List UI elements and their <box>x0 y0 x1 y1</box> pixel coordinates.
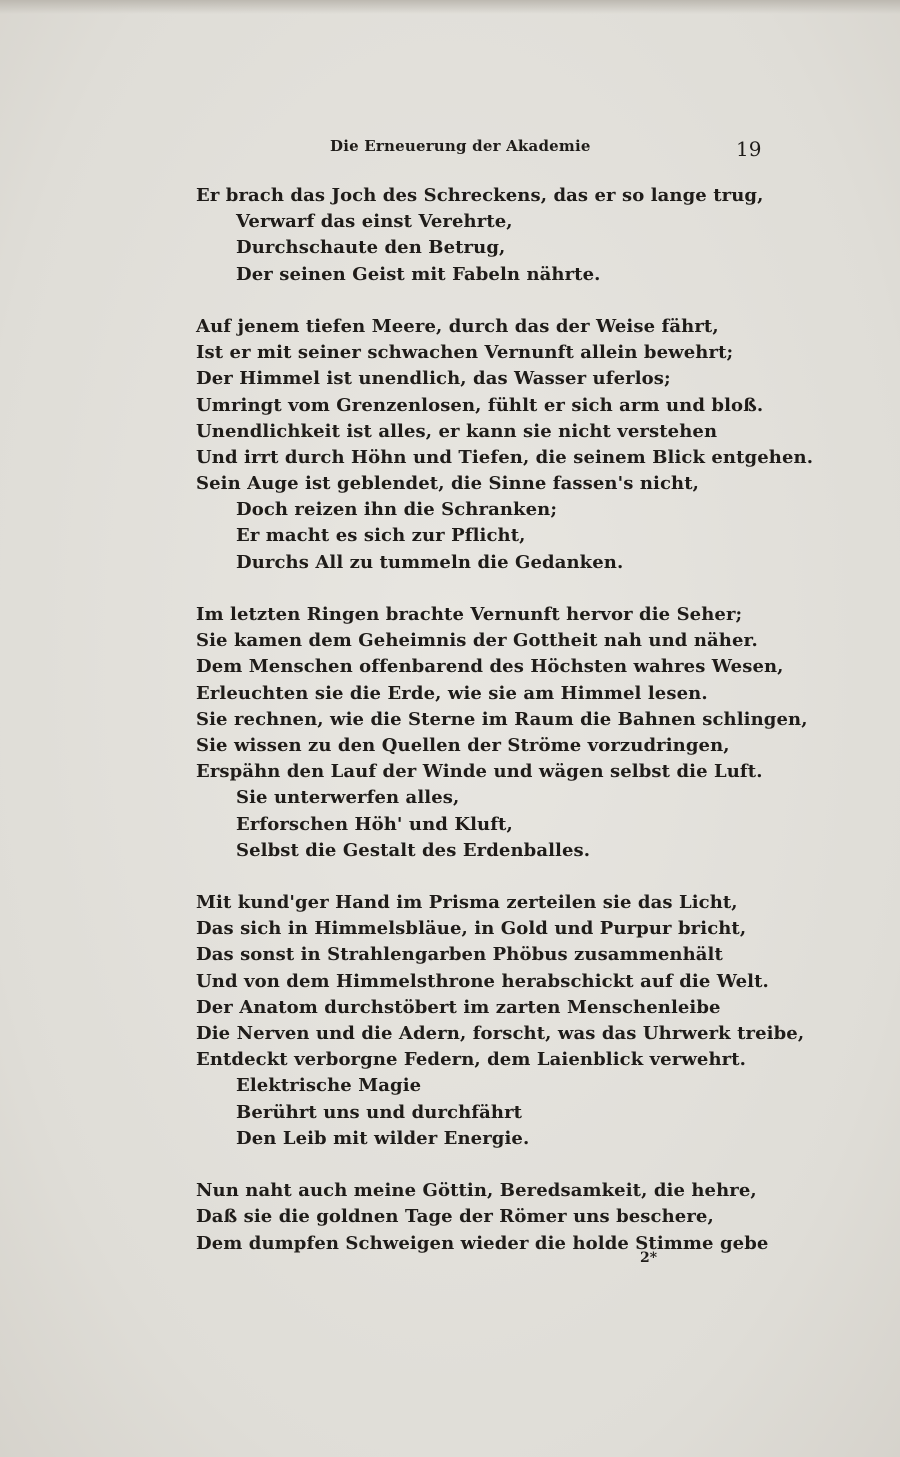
poem-line: Sie kamen dem Geheimnis der Gottheit nah und näher. <box>196 630 758 652</box>
poem-line: Dem dumpfen Schweigen wieder die holde Stimme gebe <box>196 1232 769 1254</box>
poem-line: Durchschaute den Betrug, <box>236 237 506 259</box>
poem-line: Auf jenem tiefen Meere, durch das der Weise fährt, <box>196 315 719 337</box>
poem-line: Doch reizen ihn die Schranken; <box>236 499 558 521</box>
poem-line: Elektrische Magie <box>236 1075 422 1097</box>
poem-line: Sie unterwerfen alles, <box>236 787 460 809</box>
poem-line: Der Himmel ist unendlich, das Wasser uferlos; <box>196 368 671 390</box>
stanza <box>196 890 886 1152</box>
poem-line: Das sonst in Strahlengarben Phöbus zusammenhält <box>196 944 723 966</box>
poem-body <box>196 183 886 1257</box>
stanza <box>196 1178 886 1257</box>
poem-line: Unendlichkeit ist alles, er kann sie nicht verstehen <box>196 420 718 442</box>
poem-line: Selbst die Gestalt des Erdenballes. <box>236 839 591 861</box>
signature-mark: 2* <box>640 1250 658 1266</box>
poem-line: Ist er mit seiner schwachen Vernunft allein bewehrt; <box>196 342 734 364</box>
poem-line: Erspähn den Lauf der Winde und wägen selbst die Luft. <box>196 761 763 783</box>
poem-line: Sie wissen zu den Quellen der Ströme vorzudringen, <box>196 734 730 756</box>
poem-line: Die Nerven und die Adern, forscht, was das Uhrwerk treibe, <box>196 1023 805 1044</box>
poem-line: Verwarf das einst Verehrte, <box>236 211 513 233</box>
poem-line: Im letzten Ringen brachte Vernunft hervor die Seher; <box>196 604 743 625</box>
running-title: Die Erneuerung der Akademie <box>330 137 591 155</box>
poem-line: Er brach das Joch des Schreckens, das er so lange trug, <box>196 185 764 206</box>
poem-line: Entdeckt verborgne Federn, dem Laienblick verwehrt. <box>196 1049 747 1071</box>
poem-line: Nun naht auch meine Göttin, Beredsamkeit, die hehre, <box>196 1180 757 1202</box>
stanza <box>196 314 886 576</box>
page-edge-shadow <box>0 0 900 14</box>
poem-line: Dem Menschen offenbarend des Höchsten wahres Wesen, <box>196 656 784 678</box>
poem-line: Berührt uns und durchfährt <box>236 1101 523 1123</box>
poem-line: Umringt vom Grenzenlosen, fühlt er sich arm und bloß. <box>196 394 764 416</box>
stanza <box>196 183 886 288</box>
page-number: 19 <box>736 137 762 161</box>
poem-line: Mit kund'ger Hand im Prisma zerteilen sie das Licht, <box>196 892 738 914</box>
stanza <box>196 602 886 864</box>
poem-line: Erforschen Höh' und Kluft, <box>236 813 513 835</box>
poem-line: Und von dem Himmelsthrone herabschickt auf die Welt. <box>196 970 769 992</box>
poem-line: Durchs All zu tummeln die Gedanken. <box>236 551 624 573</box>
poem-line: Der Anatom durchstöbert im zarten Menschenleibe <box>196 996 721 1018</box>
poem-line: Erleuchten sie die Erde, wie sie am Himmel lesen. <box>196 682 708 704</box>
poem-line: Der seinen Geist mit Fabeln nährte. <box>236 263 601 285</box>
poem-line: Daß sie die goldnen Tage der Römer uns beschere, <box>196 1206 714 1228</box>
poem-line: Er macht es sich zur Pflicht, <box>236 525 526 547</box>
poem-line: Den Leib mit wilder Energie. <box>236 1127 530 1149</box>
poem-line: Das sich in Himmelsbläue, in Gold und Purpur bricht, <box>196 918 747 940</box>
poem-line: Und irrt durch Höhn und Tiefen, die seinem Blick entgehen. <box>196 446 814 468</box>
poem-line: Sein Auge ist geblendet, die Sinne fassen's nicht, <box>196 473 699 495</box>
poem-line: Sie rechnen, wie die Sterne im Raum die Bahnen schlingen, <box>196 708 808 730</box>
